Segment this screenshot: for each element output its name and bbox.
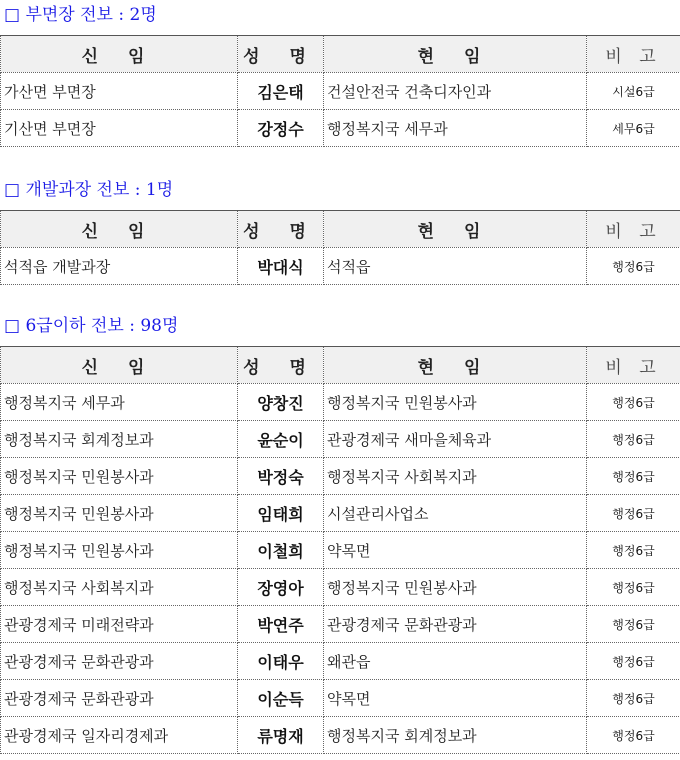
section-grade6-below [0,313,680,754]
name-cell: 박연주 [238,606,324,643]
new-post-cell: 기산면 부면장 [1,110,238,147]
note-cell: 행정6급 [587,606,680,643]
current-post-cell: 행정복지국 민원봉사과 [324,569,587,606]
current-post-cell: 약목면 [324,532,587,569]
current-post-cell: 건설안전국 건축디자인과 [324,73,587,110]
name-cell: 윤순이 [238,421,324,458]
name-cell: 이태우 [238,643,324,680]
section-dev-chief [0,177,680,285]
header-name: 성 명 [238,211,324,248]
header-note: 비 고 [587,36,680,73]
note-cell: 행정6급 [587,680,680,717]
header-new-post: 신 임 [1,347,238,384]
new-post-cell: 행정복지국 민원봉사과 [1,495,238,532]
transfer-table [0,210,680,285]
note-cell: 행정6급 [587,569,680,606]
new-post-cell: 관광경제국 일자리경제과 [1,717,238,754]
note-cell: 행정6급 [587,532,680,569]
name-cell: 이순득 [238,680,324,717]
table-row [1,532,680,569]
current-post-cell: 행정복지국 민원봉사과 [324,384,587,421]
header-current-post: 현 임 [324,36,587,73]
name-cell: 양창진 [238,384,324,421]
header-note: 비 고 [587,211,680,248]
current-post-cell: 행정복지국 세무과 [324,110,587,147]
name-cell: 김은태 [238,73,324,110]
note-cell: 시설6급 [587,73,680,110]
table-row [1,73,680,110]
header-current-post: 현 임 [324,347,587,384]
table-header-row [1,211,680,248]
header-name: 성 명 [238,36,324,73]
table-row [1,606,680,643]
new-post-cell: 행정복지국 사회복지과 [1,569,238,606]
new-post-cell: 행정복지국 민원봉사과 [1,532,238,569]
note-cell: 행정6급 [587,384,680,421]
name-cell: 박정숙 [238,458,324,495]
new-post-cell: 관광경제국 문화관광과 [1,643,238,680]
table-row [1,495,680,532]
section-title: □ 개발과장 전보 : 1명 [4,180,174,200]
new-post-cell: 행정복지국 회계정보과 [1,421,238,458]
table-row [1,384,680,421]
current-post-cell: 관광경제국 문화관광과 [324,606,587,643]
table-header-row [1,36,680,73]
section-title: □ 부면장 전보 : 2명 [4,5,157,25]
table-row [1,458,680,495]
new-post-cell: 석적읍 개발과장 [1,248,238,285]
table-row [1,569,680,606]
header-note: 비 고 [587,347,680,384]
table-header-row [1,347,680,384]
name-cell: 임태희 [238,495,324,532]
table-row [1,717,680,754]
transfer-table [0,35,680,147]
table-row [1,680,680,717]
new-post-cell: 관광경제국 미래전략과 [1,606,238,643]
new-post-cell: 행정복지국 민원봉사과 [1,458,238,495]
new-post-cell: 관광경제국 문화관광과 [1,680,238,717]
note-cell: 세무6급 [587,110,680,147]
header-new-post: 신 임 [1,211,238,248]
header-name: 성 명 [238,347,324,384]
table-row [1,643,680,680]
note-cell: 행정6급 [587,643,680,680]
current-post-cell: 왜관읍 [324,643,587,680]
table-row [1,110,680,147]
current-post-cell: 약목면 [324,680,587,717]
new-post-cell: 가산면 부면장 [1,73,238,110]
current-post-cell: 행정복지국 사회복지과 [324,458,587,495]
name-cell: 이철희 [238,532,324,569]
table-row [1,421,680,458]
note-cell: 행정6급 [587,421,680,458]
current-post-cell: 시설관리사업소 [324,495,587,532]
transfer-table [0,346,680,754]
new-post-cell: 행정복지국 세무과 [1,384,238,421]
note-cell: 행정6급 [587,495,680,532]
name-cell: 강정수 [238,110,324,147]
section-title: □ 6급이하 전보 : 98명 [4,316,179,336]
header-current-post: 현 임 [324,211,587,248]
name-cell: 장영아 [238,569,324,606]
name-cell: 박대식 [238,248,324,285]
current-post-cell: 행정복지국 회계정보과 [324,717,587,754]
table-row [1,248,680,285]
section-vice-mayor [0,2,680,147]
header-new-post: 신 임 [1,36,238,73]
current-post-cell: 관광경제국 새마을체육과 [324,421,587,458]
current-post-cell: 석적읍 [324,248,587,285]
note-cell: 행정6급 [587,458,680,495]
name-cell: 류명재 [238,717,324,754]
note-cell: 행정6급 [587,717,680,754]
note-cell: 행정6급 [587,248,680,285]
